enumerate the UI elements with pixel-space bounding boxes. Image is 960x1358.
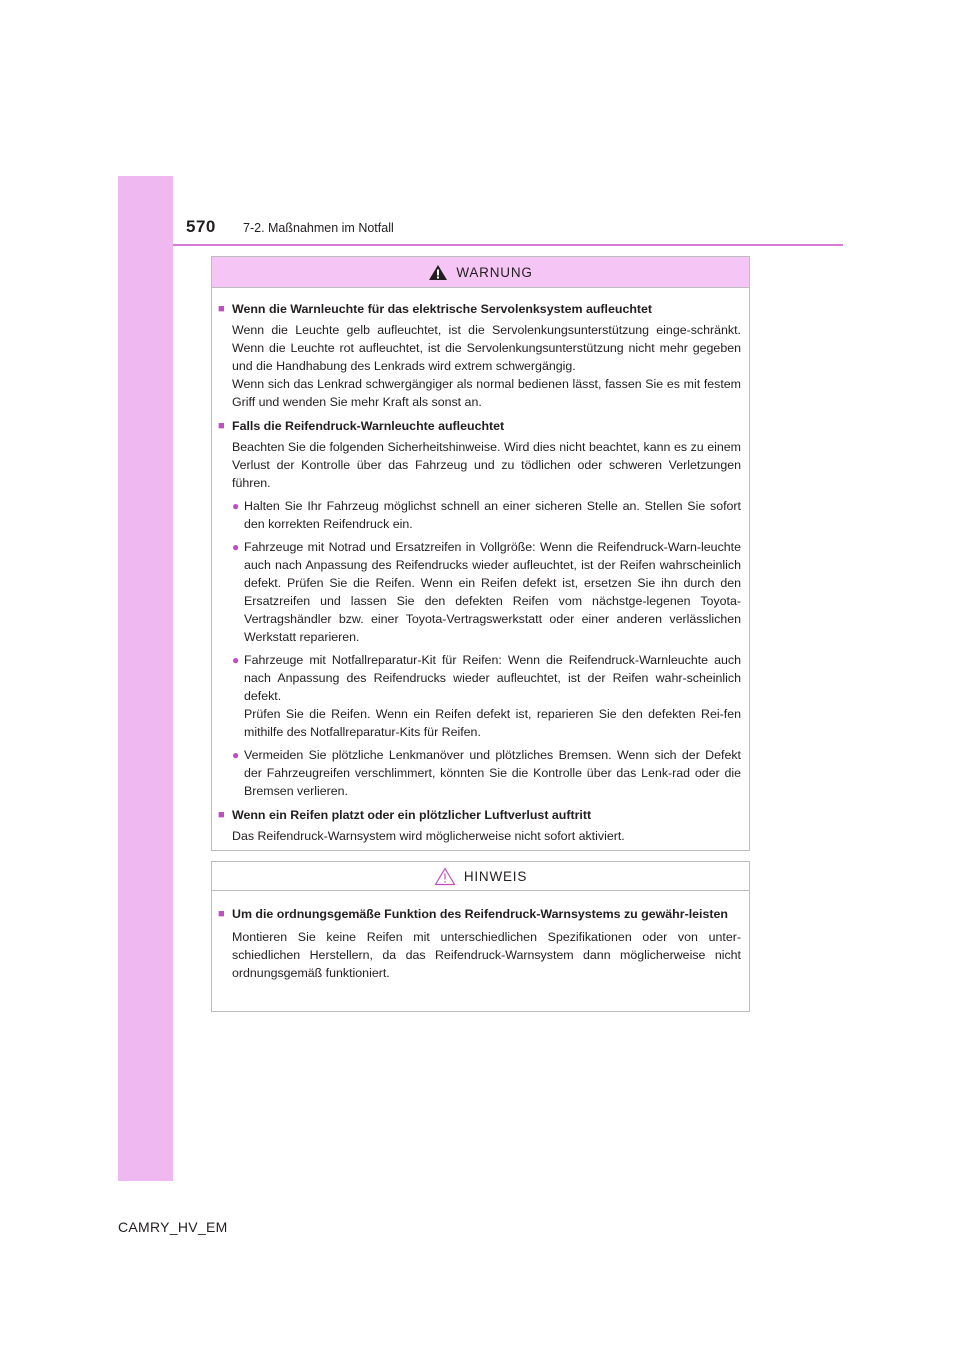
bullet-text: Fahrzeuge mit Notfallreparatur-Kit für Reifen: Wenn die Reifendruck-Warnleuchte auch nach Anpassung des Reifendrucks wieder aufleuchtet, ist der Reifen wahr-scheinlich defekt. (244, 653, 741, 703)
list-item (232, 746, 741, 800)
notice-header (212, 862, 749, 891)
bullet-dot-icon: ● (232, 499, 240, 513)
square-marker-icon: ■ (218, 908, 225, 920)
side-tab-band (118, 176, 173, 1181)
paragraph: Das Reifendruck-Warnsystem wird möglicherweise nicht sofort aktiviert. (232, 829, 625, 843)
topic-heading: Falls die Reifendruck-Warnleuchte aufleuchtet (232, 419, 505, 433)
paragraph: Wenn die Leuchte gelb aufleuchtet, ist die Servolenkungsunterstützung einge-schränkt. Wenn die Leuchte rot aufleuchtet, ist die Servolenkungsunterstützung nicht mehr gegeben und die Handhabung des Lenkrads wird extrem schwergängig. (232, 323, 741, 373)
list-item (232, 538, 741, 646)
notice-box (211, 861, 750, 1012)
warning-topic (218, 300, 741, 318)
page-number: 570 (186, 217, 216, 236)
notice-body (212, 891, 749, 982)
topic-heading: Um die ordnungsgemäße Funktion des Reifendruck-Warnsystems zu gewähr-leisten (232, 907, 728, 921)
bullet-text: Halten Sie Ihr Fahrzeug möglichst schnell an einer sicheren Stelle an. Stellen Sie sofort den korrekten Reifendruck ein. (244, 499, 741, 531)
list-item (232, 651, 741, 741)
warning-topic (218, 806, 741, 824)
topic-heading: Wenn ein Reifen platzt oder ein plötzlicher Luftverlust auftritt (232, 808, 592, 822)
notice-title: HINWEIS (463, 868, 528, 884)
document-code: CAMRY_HV_EM (118, 1219, 228, 1235)
bullet-dot-icon: ● (232, 653, 240, 667)
paragraph: Beachten Sie die folgenden Sicherheitshinweise. Wird dies nicht beachtet, kann es zu einem Verlust der Kontrolle über das Fahrzeug und zu tödlichen oder schweren Verletzungen führen. (232, 440, 741, 490)
notice-topic (218, 905, 741, 923)
warning-topic (218, 417, 741, 435)
warning-body (212, 288, 749, 845)
square-marker-icon: ■ (218, 809, 225, 821)
bullet-text: Fahrzeuge mit Notrad und Ersatzreifen in Vollgröße: Wenn die Reifendruck-Warn-leuchte auch nach Anpassung des Reifendrucks wieder aufleuchtet, ist der Reifen wahrscheinlich defekt. Prüfen Sie die Reifen. Wenn ein Reifen defekt ist, ersetzen Sie ihn durch den Ersatzreifen und lassen Sie den defekten Reifen vom nächstge-legenen Toyota-Vertragshändler bzw. einer Toyota-Vertragswerkstatt oder einer anderen verlässlichen Werkstatt reparieren. (244, 540, 741, 644)
section-title: 7-2. Maßnahmen im Notfall (243, 221, 394, 235)
warning-header (212, 257, 749, 288)
warning-box (211, 256, 750, 851)
bullet-text: Vermeiden Sie plötzliche Lenkmanöver und plötzliches Bremsen. Wenn sich der Defekt der Fahrzeugreifen verschlimmert, könnten Sie die Kontrolle über das Lenk-rad oder die Bremsen verlieren. (244, 748, 741, 798)
header-rule (173, 244, 843, 246)
bullet-dot-icon: ● (232, 540, 240, 554)
warning-title: WARNUNG (456, 264, 533, 280)
square-marker-icon: ■ (218, 420, 225, 432)
topic-heading: Wenn die Warnleuchte für das elektrische Servolenksystem aufleuchtet (232, 302, 653, 316)
square-marker-icon: ■ (218, 303, 225, 315)
warning-triangle-icon (428, 264, 448, 281)
caution-outline-triangle-icon (434, 867, 456, 886)
paragraph: Montieren Sie keine Reifen mit unterschiedlichen Spezifikationen oder von unter-schiedlichen Herstellern, da das Reifendruck-Warnsystem dann möglicherweise nicht ordnungsgemäß funktioniert. (232, 930, 741, 980)
list-item (232, 497, 741, 533)
paragraph: Wenn sich das Lenkrad schwergängiger als normal bedienen lässt, fassen Sie es mit festem Griff und wenden Sie mehr Kraft als sonst an. (232, 377, 741, 409)
bullet-dot-icon: ● (232, 748, 240, 762)
bullet-text-continued: Prüfen Sie die Reifen. Wenn ein Reifen defekt ist, reparieren Sie den defekten Rei-fen mithilfe des Notfallreparatur-Kits für Reifen. (244, 707, 741, 739)
